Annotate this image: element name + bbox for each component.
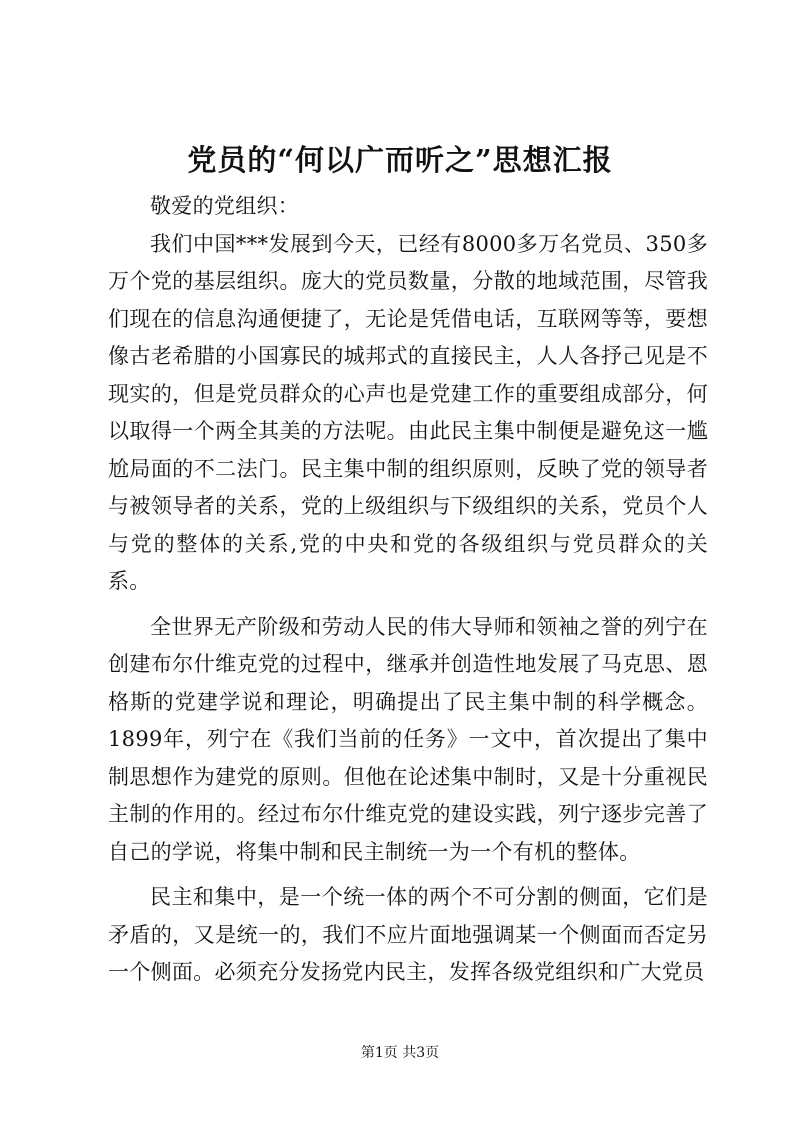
paragraph-1: 我们中国***发展到今天，已经有8000多万名党员、350多万个党的基层组织。庞大的党员数量，分散的地域范围，尽管我们现在的信息沟通便捷了，无论是凭借电话，互联网等等，要想像古老希腊的小国寡民的城邦式的直接民主，人人各抒己见是不现实的，但是党员群众的心声也是党建工作的重要组成部分，何以取得一个两全其美的方法呢。由此民主集中制便是避免这一尴尬局面的不二法门。民主集中制的组织原则，反映了党的领导者与被领导者的关系，党的上级组织与下级组织的关系，党员个人与党的整体的关系,党的中央和党的各级组织与党员群众的关系。 — [108, 231, 708, 593]
paragraph-3: 民主和集中，是一个统一体的两个不可分割的侧面，它们是矛盾的，又是统一的，我们不应片面地强调某一个侧面而否定另一个侧面。必须充分发扬党内民主，发挥各级党组织和广大党员 — [108, 885, 708, 984]
page-footer: 第1页 共3页 — [360, 1045, 440, 1061]
salutation: 敬爱的党组织： — [150, 194, 300, 218]
paragraph-2: 全世界无产阶级和劳动人民的伟大导师和领袖之誉的列宁在创建布尔什维克党的过程中，继承并创造性地发展了马克思、恩格斯的党建学说和理论，明确提出了民主集中制的科学概念。1899年，列宁在《我们当前的任务》一文中，首次提出了集中制思想作为建党的原则。但他在论述集中制时，又是十分重视民主制的作用的。经过布尔什维克党的建设实践，列宁逐步完善了自己的学说，将集中制和民主制统一为一个有机的整体。 — [108, 614, 708, 864]
document-title: 党员的“何以广而听之”思想汇报 — [187, 143, 613, 177]
document-body — [108, 188, 708, 992]
